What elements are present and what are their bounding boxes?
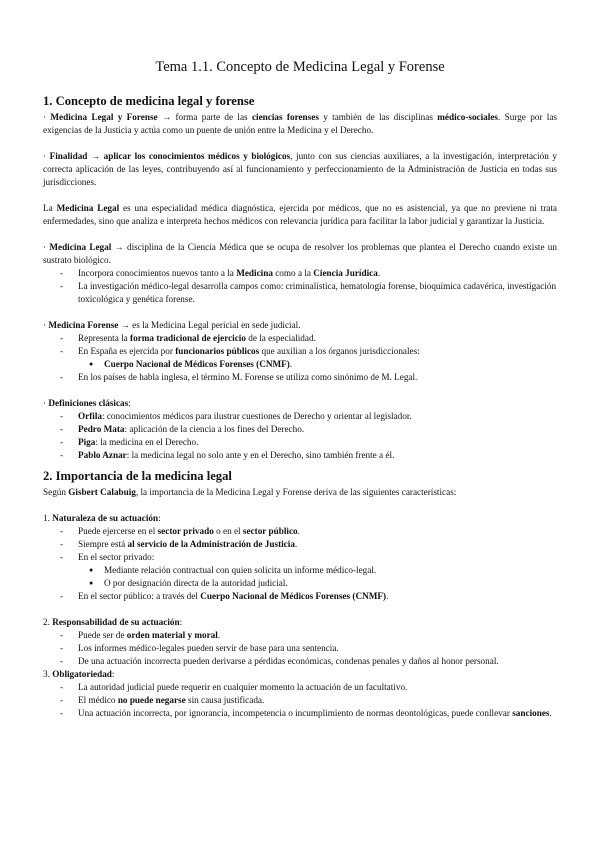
list-item: - En el sector público: a través del Cuerpo Nacional de Médicos Forenses (CNMF). [78, 590, 557, 603]
sub-list-item: ● Cuerpo Nacional de Médicos Forenses (CNMF). [104, 358, 557, 371]
list-item: - Piga: la medicina en el Derecho. [78, 436, 557, 449]
sub-list-item: ● O por designación directa de la autoridad judicial. [104, 577, 557, 590]
paragraph-especialidad: La Medicina Legal es una especialidad médica diagnóstica, ejercida por médicos, que no es asistencial, ya que no previene ni trata enfermedades, sino que analiza e interpreta hechos médicos con relevancia jurídica para facilitar la labor judicial y garantizar la Justicia. [43, 203, 557, 226]
list-item: - Pablo Aznar: la medicina legal no solo ante y en el Derecho, sino también frente a él. [78, 449, 557, 462]
sub-list [78, 358, 557, 371]
list-item: - La autoridad judicial puede requerir en cualquier momento la actuación de un facultativo. [78, 681, 557, 694]
document-page [43, 58, 557, 720]
section-1-heading: 1. Concepto de medicina legal y forense [43, 94, 255, 108]
list-item: - Orfila: conocimientos médicos para ilustrar cuestiones de Derecho y orientar al legislador. [78, 410, 557, 423]
list-item: - Incorpora conocimientos nuevos tanto a la Medicina como a la Ciencia Jurídica. [78, 267, 557, 280]
list-item: - Puede ejercerse en el sector privado o en el sector público. [78, 525, 557, 538]
medicina-legal-list [43, 267, 557, 306]
characteristic-3-list [43, 681, 557, 720]
list-item: - De una actuación incorrecta pueden derivarse a pérdidas económicas, condenas penales y daños al honor personal. [78, 655, 557, 668]
list-item: - El médico no puede negarse sin causa justificada. [78, 694, 557, 707]
list-item: - Siempre está al servicio de la Administración de Justicia. [78, 538, 557, 551]
definiciones-list [43, 410, 557, 462]
list-item: - Una actuación incorrecta, por ignorancia, incompetencia o incumplimiento de normas deontológicas, puede conllevar sanciones. [78, 707, 557, 720]
characteristic-2-heading: 2. Responsabilidad de su actuación: [43, 617, 183, 627]
paragraph-gisbert-intro: Según Gisbert Calabuig, la importancia de la Medicina Legal y Forense deriva de las siguientes características: [43, 487, 457, 497]
list-item: - En España es ejercida por funcionarios públicos que auxilian a los órganos jurisdiccionales: ● Cuerpo Nacional de Médicos Forenses (CNMF). [78, 345, 557, 371]
list-item: - Los informes médico-legales pueden servir de base para una sentencia. [78, 642, 557, 655]
list-item: - En el sector privado: ● Mediante relación contractual con quien solicita un informe médico-legal. ● O por designación directa de la autoridad judicial. [78, 551, 557, 590]
document-title: Tema 1.1. Concepto de Medicina Legal y Forense [155, 59, 445, 75]
list-item: - Representa la forma tradicional de ejercicio de la especialidad. [78, 332, 557, 345]
list-item: - Puede ser de orden material y moral. [78, 629, 557, 642]
characteristic-1-list [43, 525, 557, 603]
characteristic-2-list [43, 629, 557, 668]
list-item: - La investigación médico-legal desarrolla campos como: criminalística, hematología forense, bioquímica cadavérica, investigación toxicológica y genética forense. [78, 280, 557, 306]
section-2-heading: 2. Importancia de la medicina legal [43, 469, 232, 483]
characteristic-3-heading: 3. Obligatoriedad: [43, 669, 115, 679]
sub-list [78, 564, 557, 590]
paragraph-definiciones-clasicas: · Definiciones clásicas: [43, 398, 131, 408]
paragraph-finalidad: · Finalidad → aplicar los conocimientos médicos y biológicos, junto con sus ciencias auxiliares, a la investigación, interpretación y correcta aplicación de las leyes, contribuyendo así al funcionamiento y perfeccionamiento de la Administración de Justicia en todas sus jurisdicciones. [43, 151, 557, 187]
list-item: - Pedro Mata: aplicación de la ciencia a los fines del Derecho. [78, 423, 557, 436]
medicina-forense-list [43, 332, 557, 384]
sub-list-item: ● Mediante relación contractual con quien solicita un informe médico-legal. [104, 564, 557, 577]
paragraph-medicina-legal-disciplina: · Medicina Legal → disciplina de la Ciencia Médica que se ocupa de resolver los problemas que plantea el Derecho cuando existe un sustrato biológico. [43, 242, 557, 265]
paragraph-medicina-legal-forense: · Medicina Legal y Forense → forma parte de las ciencias forenses y también de las disciplinas médico-sociales. Surge por las exigencias de la Justicia y actúa como un puente de unión entre la Medicina y el Derecho. [43, 112, 557, 135]
list-item: - En los países de habla inglesa, el término M. Forense se utiliza como sinónimo de M. Legal. [78, 371, 557, 384]
characteristic-1-heading: 1. Naturaleza de su actuación: [43, 513, 161, 523]
paragraph-medicina-forense: · Medicina Forense → es la Medicina Legal pericial en sede judicial. [43, 320, 301, 330]
